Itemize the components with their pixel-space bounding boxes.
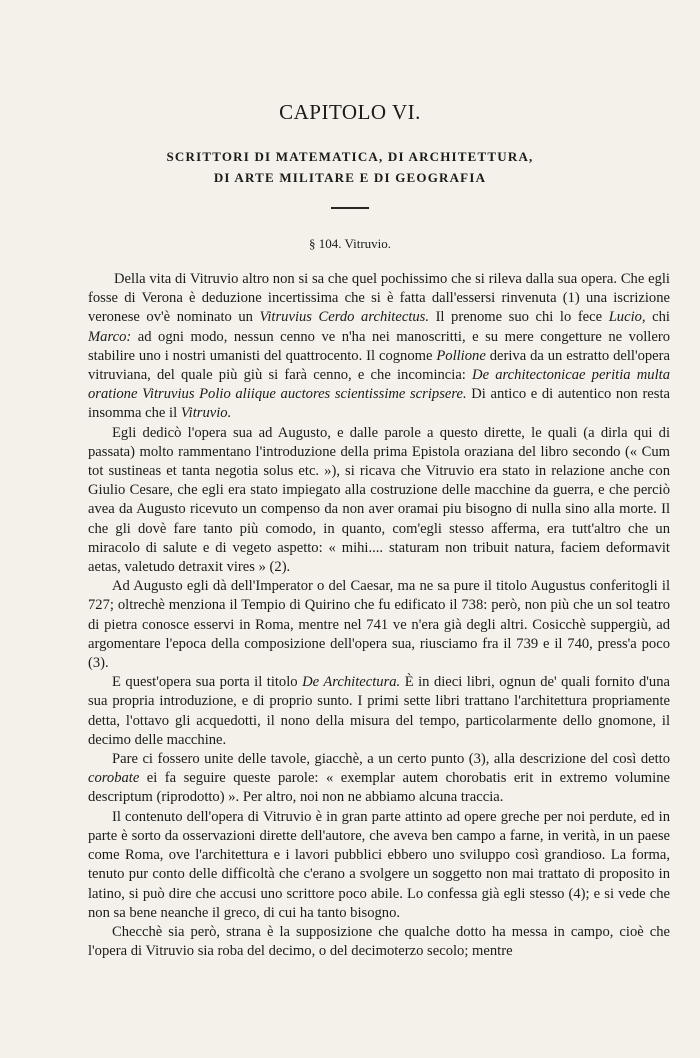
- paragraph-7: Checchè sia però, strana è la supposizione che qualche dotto ha messa in campo, cioè che l'opera di Vitruvio sia roba del decimo, o del decimoterzo secolo; mentre: [88, 923, 670, 960]
- text-run: Il prenome suo chi lo fece: [429, 309, 609, 326]
- paragraph-3: Ad Augusto egli dà dell'Imperator o del Caesar, ma ne sa pure il titolo Augustus conferitogli il 727; oltrechè menziona il Tempio di Quirino che fu edificato il 738: però, non più che un sol teatro di pietra conosce esservi in Roma, mentre nel 741 ve n'era già degli altri. Cosicchè suppergiù, ad argomentare l'epoca della composizione dell'opera sua, riusciamo fra il 739 e il 740, press'a poco (3).: [88, 578, 670, 672]
- italic-run: Marco:: [88, 328, 132, 345]
- text-run: Della vita di Vitruvio altro non si sa che quel pochissimo che si rileva dalla sua opera. Che egli fosse di Verona è deduzione incertissima che si è fatta dall'essersi rinvenuta (1) una iscrizione veronese ov'è nominato un: [88, 271, 670, 326]
- text-run: Pare ci fossero unite delle tavole, giacchè, a un certo punto (3), alla descrizione del così detto: [112, 751, 670, 768]
- paragraph-2: Egli dedicò l'opera sua ad Augusto, e dalle parole a questo dirette, le quali (a dirla qui di passata) molto rammentano l'introduzione della prima Epistola oraziana del libro secondo (« Cum tot sustineas et tanta negotia solus etc. »), si ricava che Vitruvio era stato in relazione anche con Giulio Cesare, che egli era stato impiegato alla costruzione delle macchine da guerra, e che perciò avea da Augusto ricevuto un compenso da non aver oramai piu bisogno di nulla sino alla morte. Il che gli dovè fare tanto più comodo, in quanto, com'egli stesso afferma, era tutt'altro che un miracolo di salute e di vegeto aspetto: « mihi.... staturam non tribuit natura, faciem deformavit aetas, valetudo detraxit vires » (2).: [88, 424, 670, 576]
- text-run: ei fa seguire queste parole: « exemplar autem chorobatis erit in extremo volumine descriptum (riprodotto) ». Per altro, noi non ne abbiamo alcuna traccia.: [88, 770, 670, 806]
- text-run: ad ogni modo, nessun cenno ve n'ha nei manoscritti, e su mere congetture ne vollero stabilire uno i nostri umanisti del quattrocento. Il cognome: [88, 328, 670, 364]
- text-run: deriva da un estratto dell'opera vitruviana, del quale più giù si farà cenno, e che incomincia:: [88, 347, 671, 384]
- italic-run: Lucio,: [608, 309, 646, 326]
- italic-run: De Architectura.: [302, 674, 401, 691]
- paragraph-4: [88, 673, 670, 750]
- italic-run: Pollione: [436, 347, 486, 364]
- chapter-subtitle-line-1: SCRITTORI DI MATEMATICA, DI ARCHITETTURA,: [166, 149, 534, 164]
- text-run: E quest'opera sua porta il titolo: [112, 674, 303, 691]
- chapter-subtitle-line-2: DI ARTE MILITARE E DI GEOGRAFIA: [213, 170, 487, 185]
- italic-run: Vitruvio.: [180, 405, 232, 422]
- italic-run: De architectonicae peritia multa oratione Vitruvius Polio aliique auctores scientissime scripsere.: [88, 367, 670, 403]
- section-heading: § 104. Vitruvio.: [308, 236, 392, 251]
- italic-run: corobate: [88, 770, 140, 787]
- text-run: chi: [645, 309, 670, 326]
- italic-run: Vitruvius Cerdo architectus.: [259, 309, 429, 326]
- divider-rule: [331, 207, 369, 209]
- text-run: È in dieci libri, ognun de' quali fornito d'una sua propria introduzione, e di proprio sunto. I primi sette libri trattano l'architettura propriamente detta, l'ottavo gli acquedotti, il nono della misura del tempo, particolarmente dello gnomone, il decimo delle macchine.: [88, 674, 671, 748]
- paragraph-1: [88, 270, 670, 424]
- paragraph-6: Il contenuto dell'opera di Vitruvio è in gran parte attinto ad opere greche per noi perdute, ed in parte è sorto da osservazioni dirette dell'autore, che aveva ben campo a farne, in verità, in un paese come Roma, ove l'architettura e i lavori pubblici ebbero uno sviluppo così grandioso. La forma, tenuto pur conto delle difficoltà che c'erano a svolgere un soggetto non mai trattato di proposito in latino, si può dire che accusi uno scrittore poco abile. Lo confessa già egli stesso (4); e si vede che non sa bene neanche il greco, di cui ha tanto bisogno.: [88, 808, 670, 921]
- body-text: [88, 270, 670, 961]
- chapter-title: CAPITOLO VI.: [279, 100, 421, 124]
- paragraph-5: [88, 750, 670, 808]
- text-run: Di antico e di autentico non resta insomma che il: [88, 386, 670, 422]
